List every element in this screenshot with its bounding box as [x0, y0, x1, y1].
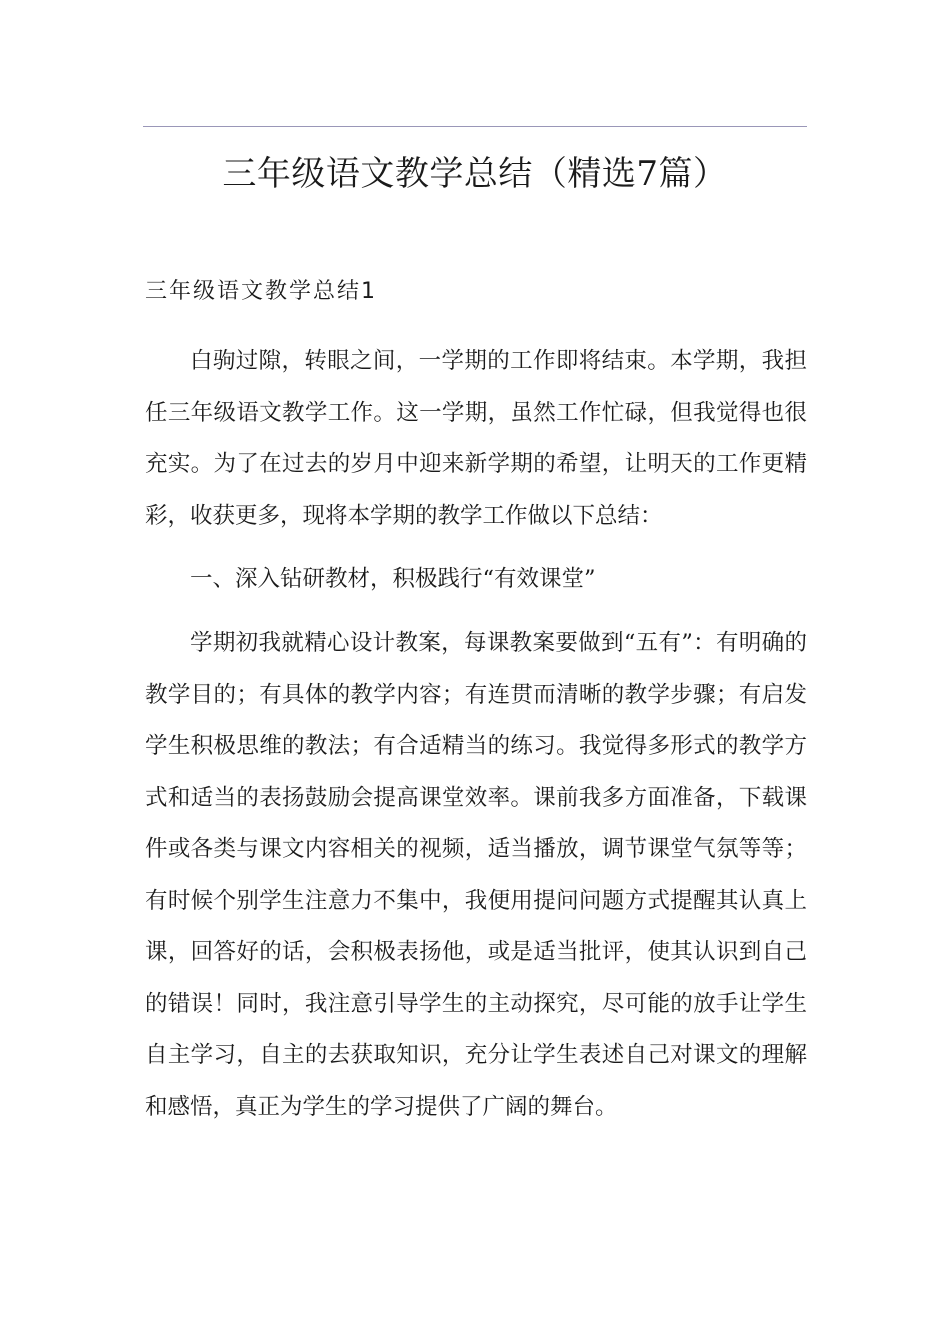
section-heading: 三年级语文教学总结1 [145, 279, 377, 304]
paragraph-body: 学期初我就精心设计教案，每课教案要做到“五有”：有明确的教学目的；有具体的教学内容；有连贯而清晰的教学步骤；有启发学生积极思维的教法；有合适精当的练习。我觉得多形式的教学方式和适当的表扬鼓励会提高课堂效率。课前我多方面准备，下载课件或各类与课文内容相关的视频，适当播放，调节课堂气氛等等；有时候个别学生注意力不集中，我便用提问问题方式提醒其认真上课，回答好的话，会积极表扬他，或是适当批评，使其认识到自己的错误！同时，我注意引导学生的主动探究，尽可能的放手让学生自主学习，自主的去获取知识，充分让学生表述自己对课文的理解和感悟，真正为学生的学习提供了广阔的舞台。 [145, 630, 807, 1120]
paragraph-subheading: 一、深入钻研教材，积极践行“有效课堂” [190, 566, 596, 592]
header-rule [143, 126, 807, 127]
document-title: 三年级语文教学总结（精选7篇） [222, 154, 728, 194]
paragraph-intro: 白驹过隙，转眼之间，一学期的工作即将结束。本学期，我担任三年级语文教学工作。这一学期，虽然工作忙碌，但我觉得也很充实。为了在过去的岁月中迎来新学期的希望，让明天的工作更精彩，收获更多，现将本学期的教学工作做以下总结： [145, 348, 807, 529]
